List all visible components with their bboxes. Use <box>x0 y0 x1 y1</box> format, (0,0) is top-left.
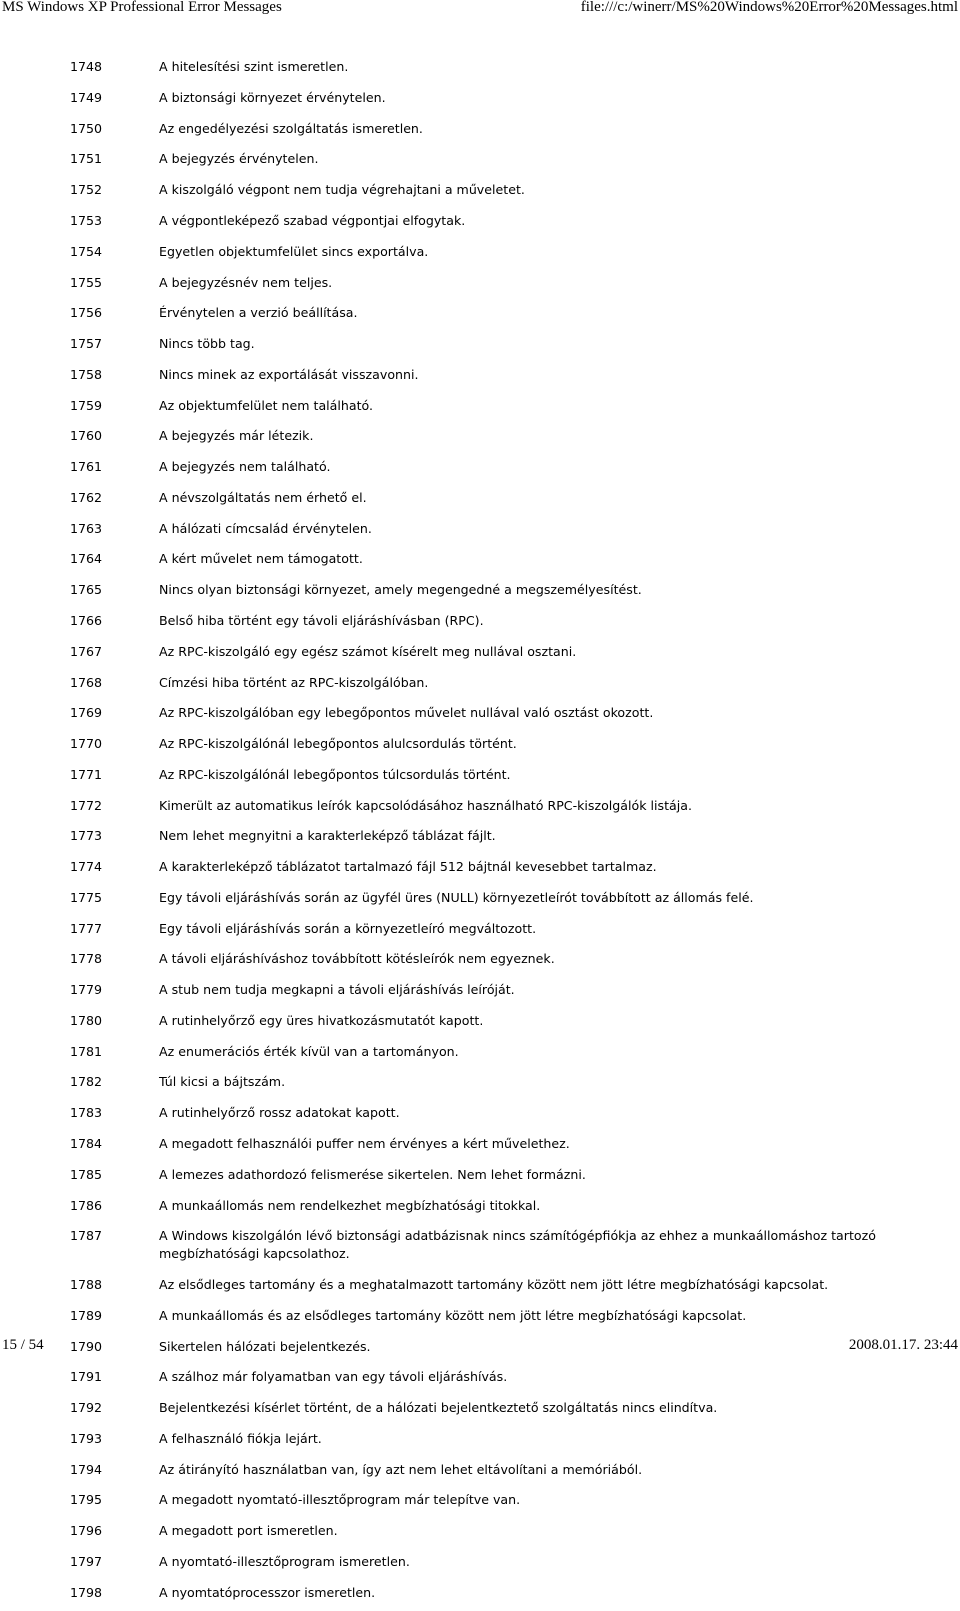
error-code: 1755 <box>70 274 103 290</box>
error-message: Címzési hiba történt az RPC-kiszolgálóban. <box>159 674 429 690</box>
error-message: Az RPC-kiszolgálóban egy lebegőpontos művelet nullával való osztást okozott. <box>159 705 654 721</box>
error-message: A bejegyzés már létezik. <box>159 428 314 444</box>
error-message: A lemezes adathordozó felismerése sikertelen. Nem lehet formázni. <box>159 1166 586 1182</box>
table-row <box>58 147 918 178</box>
error-message: Kimerült az automatikus leírók kapcsolódásához használható RPC-kiszolgálók listája. <box>159 797 692 813</box>
error-message: Sikertelen hálózati bejelentkezés. <box>159 1338 371 1354</box>
table-row <box>58 1396 918 1427</box>
error-message: A kiszolgáló végpont nem tudja végrehajtani a műveletet. <box>159 182 525 198</box>
error-code: 1770 <box>70 736 103 752</box>
table-row <box>58 1519 918 1550</box>
table-row <box>58 1457 918 1488</box>
error-code: 1771 <box>70 766 103 782</box>
error-code: 1757 <box>70 336 103 352</box>
page-number: 15 / 54 <box>2 1337 44 1353</box>
table-row <box>58 178 918 209</box>
error-code: 1794 <box>70 1461 103 1477</box>
error-code: 1777 <box>70 920 103 936</box>
error-code: 1762 <box>70 489 103 505</box>
table-row <box>58 363 918 394</box>
error-code: 1773 <box>70 828 103 844</box>
error-message: Bejelentkezési kísérlet történt, de a hálózati bejelentkeztető szolgáltatás nincs elindítva. <box>159 1400 718 1416</box>
table-row <box>58 1581 918 1611</box>
table-row <box>58 117 918 148</box>
error-code: 1756 <box>70 305 103 321</box>
table-row <box>58 424 918 455</box>
error-code: 1760 <box>70 428 103 444</box>
table-row <box>58 1132 918 1163</box>
error-message: A felhasználó fiókja lejárt. <box>159 1430 322 1446</box>
table-row <box>58 1427 918 1458</box>
table-row <box>58 609 918 640</box>
error-message: Az RPC-kiszolgálónál lebegőpontos alulcsordulás történt. <box>159 736 517 752</box>
error-message: Nincs olyan biztonsági környezet, amely megengedné a megszemélyesítést. <box>159 582 642 598</box>
error-code: 1788 <box>70 1277 103 1293</box>
error-code: 1767 <box>70 643 103 659</box>
table-row <box>58 209 918 240</box>
error-message: Az átirányító használatban van, így azt nem lehet eltávolítani a memóriából. <box>159 1461 643 1477</box>
error-message: A névszolgáltatás nem érhető el. <box>159 489 367 505</box>
error-code: 1763 <box>70 520 103 536</box>
table-row <box>58 1193 918 1224</box>
error-code: 1797 <box>70 1553 103 1569</box>
error-code: 1758 <box>70 366 103 382</box>
table-row <box>58 301 918 332</box>
table-row <box>58 1009 918 1040</box>
table-row <box>58 1070 918 1101</box>
error-messages-table <box>58 55 918 1611</box>
error-code: 1798 <box>70 1584 103 1600</box>
error-message: A távoli eljáráshíváshoz továbbított kötésleírók nem egyeznek. <box>159 951 555 967</box>
error-message: A Windows kiszolgálón lévő biztonsági adatbázisnak nincs számítógépfiókja az ehhez a munkaállomáshoz tartozó megbízhatósági kapcsolathoz. <box>159 1228 876 1262</box>
error-code: 1749 <box>70 89 103 105</box>
error-code: 1779 <box>70 982 103 998</box>
table-row <box>58 916 918 947</box>
error-message: A nyomtatóprocesszor ismeretlen. <box>159 1584 376 1600</box>
table-row <box>58 793 918 824</box>
error-message: A karakterleképző táblázatot tartalmazó fájl 512 bájtnál kevesebbet tartalmaz. <box>159 859 657 875</box>
error-code: 1787 <box>70 1228 103 1244</box>
table-row <box>58 947 918 978</box>
error-code: 1766 <box>70 612 103 628</box>
error-code: 1778 <box>70 951 103 967</box>
print-header <box>0 0 960 18</box>
table-row <box>58 240 918 271</box>
error-code: 1791 <box>70 1369 103 1385</box>
error-message: A szálhoz már folyamatban van egy távoli eljáráshívás. <box>159 1369 508 1385</box>
error-message: Egy távoli eljáráshívás során az ügyfél üres (NULL) környezetleírót továbbított az állomás felé. <box>159 889 754 905</box>
table-row <box>58 86 918 117</box>
table-row <box>58 855 918 886</box>
table-row <box>58 547 918 578</box>
error-code: 1768 <box>70 674 103 690</box>
error-message: Nem lehet megnyitni a karakterleképző táblázat fájlt. <box>159 828 496 844</box>
error-message: A rutinhelyőrző egy üres hivatkozásmutatót kapott. <box>159 1012 484 1028</box>
error-message: A megadott port ismeretlen. <box>159 1523 338 1539</box>
table-row <box>58 886 918 917</box>
error-message: Nincs minek az exportálását visszavonni. <box>159 366 419 382</box>
error-code: 1752 <box>70 182 103 198</box>
error-code: 1764 <box>70 551 103 567</box>
table-row <box>58 763 918 794</box>
error-code: 1796 <box>70 1523 103 1539</box>
error-message: A megadott nyomtató-illesztőprogram már telepítve van. <box>159 1492 521 1508</box>
table-row <box>58 640 918 671</box>
table-row <box>58 1101 918 1132</box>
error-code: 1786 <box>70 1197 103 1213</box>
error-code: 1785 <box>70 1166 103 1182</box>
table-row <box>58 270 918 301</box>
error-message: A biztonsági környezet érvénytelen. <box>159 89 386 105</box>
error-message: A munkaállomás nem rendelkezhet megbízhatósági titokkal. <box>159 1197 541 1213</box>
error-message: Az engedélyezési szolgáltatás ismeretlen. <box>159 120 423 136</box>
error-code: 1759 <box>70 397 103 413</box>
error-message: A stub nem tudja megkapni a távoli eljáráshívás leíróját. <box>159 982 515 998</box>
error-message: A bejegyzés nem található. <box>159 459 331 475</box>
table-row <box>58 1273 918 1304</box>
error-code: 1772 <box>70 797 103 813</box>
error-rows <box>58 55 918 1611</box>
error-code: 1754 <box>70 243 103 259</box>
table-row <box>58 978 918 1009</box>
error-code: 1750 <box>70 120 103 136</box>
table-row <box>58 55 918 86</box>
table-row <box>58 1040 918 1071</box>
error-code: 1789 <box>70 1307 103 1323</box>
table-row <box>58 1224 918 1273</box>
error-message: Az objektumfelület nem található. <box>159 397 374 413</box>
table-row <box>58 732 918 763</box>
print-footer <box>0 1338 960 1354</box>
table-row <box>58 578 918 609</box>
table-row <box>58 1488 918 1519</box>
error-code: 1775 <box>70 889 103 905</box>
error-message: Túl kicsi a bájtszám. <box>159 1074 286 1090</box>
error-code: 1784 <box>70 1135 103 1151</box>
table-row <box>58 1304 918 1335</box>
error-code: 1748 <box>70 59 103 75</box>
error-message: Egyetlen objektumfelület sincs exportálva. <box>159 243 429 259</box>
table-row <box>58 1163 918 1194</box>
error-code: 1780 <box>70 1012 103 1028</box>
error-message: A megadott felhasználói puffer nem érvényes a kért művelethez. <box>159 1135 570 1151</box>
error-code: 1793 <box>70 1430 103 1446</box>
error-message: A bejegyzés érvénytelen. <box>159 151 319 167</box>
table-row <box>58 670 918 701</box>
error-message: Nincs több tag. <box>159 336 255 352</box>
error-code: 1769 <box>70 705 103 721</box>
error-code: 1774 <box>70 859 103 875</box>
table-row <box>58 332 918 363</box>
table-row <box>58 486 918 517</box>
error-code: 1751 <box>70 151 103 167</box>
table-row <box>58 824 918 855</box>
error-code: 1790 <box>70 1338 103 1354</box>
error-message: A hitelesítési szint ismeretlen. <box>159 59 349 75</box>
error-message: Az elsődleges tartomány és a meghatalmazott tartomány között nem jött létre megbízhatósági kapcsolat. <box>159 1277 829 1293</box>
error-message: Az enumerációs érték kívül van a tartományon. <box>159 1043 459 1059</box>
document-url: file:///c:/winerr/MS%20Windows%20Error%20Messages.html <box>580 0 958 15</box>
error-message: Belső hiba történt egy távoli eljáráshívásban (RPC). <box>159 612 484 628</box>
error-code: 1795 <box>70 1492 103 1508</box>
error-message: A rutinhelyőrző rossz adatokat kapott. <box>159 1105 400 1121</box>
table-row <box>58 393 918 424</box>
error-message: Érvénytelen a verzió beállítása. <box>159 305 358 321</box>
error-code: 1783 <box>70 1105 103 1121</box>
error-message: Az RPC-kiszolgálónál lebegőpontos túlcsordulás történt. <box>159 766 511 782</box>
error-message: A kért művelet nem támogatott. <box>159 551 363 567</box>
error-code: 1792 <box>70 1400 103 1416</box>
error-message: A végpontleképező szabad végpontjai elfogytak. <box>159 213 466 229</box>
error-message: A hálózati címcsalád érvénytelen. <box>159 520 372 536</box>
table-row <box>58 1550 918 1581</box>
error-message: A munkaállomás és az elsődleges tartomány között nem jött létre megbízhatósági kapcsolat. <box>159 1307 747 1323</box>
error-message: A nyomtató-illesztőprogram ismeretlen. <box>159 1553 410 1569</box>
table-row <box>58 455 918 486</box>
error-code: 1782 <box>70 1074 103 1090</box>
document-title: MS Windows XP Professional Error Messages <box>2 0 282 15</box>
table-row <box>58 516 918 547</box>
error-code: 1753 <box>70 213 103 229</box>
error-message: A bejegyzésnév nem teljes. <box>159 274 333 290</box>
error-message: Egy távoli eljáráshívás során a környezetleíró megváltozott. <box>159 920 537 936</box>
print-datetime: 2008.01.17. 23:44 <box>848 1337 958 1353</box>
error-code: 1781 <box>70 1043 103 1059</box>
error-code: 1765 <box>70 582 103 598</box>
error-code: 1761 <box>70 459 103 475</box>
table-row <box>58 1365 918 1396</box>
table-row <box>58 701 918 732</box>
error-message: Az RPC-kiszolgáló egy egész számot kísérelt meg nullával osztani. <box>159 643 577 659</box>
